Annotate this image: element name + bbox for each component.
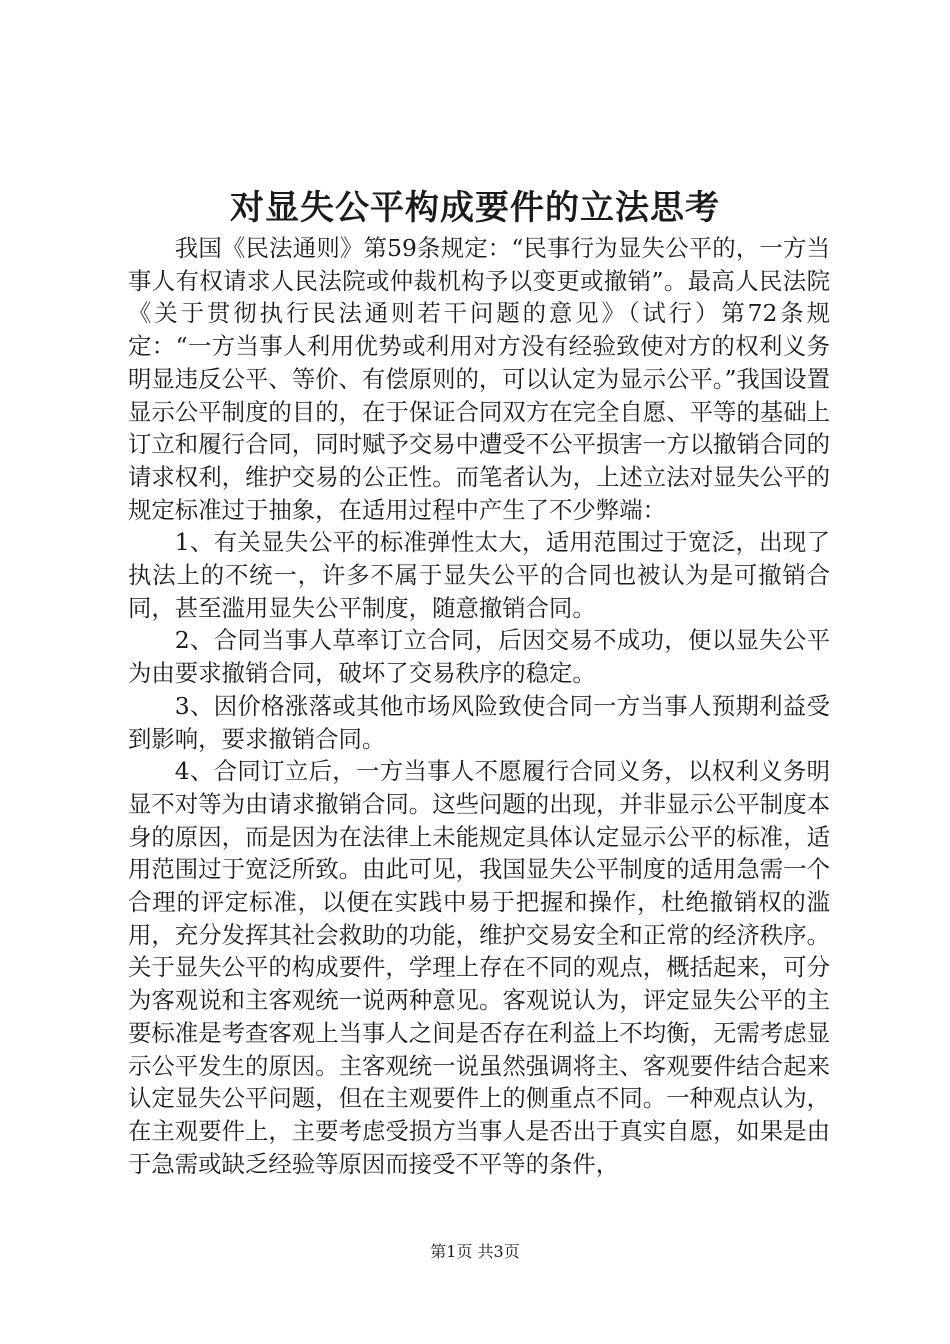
paragraph-intro: 我国《民法通则》第59条规定：“民事行为显失公平的，一方当事人有权请求人民法院或仲裁机构予以变更或撤销”。最高人民法院《关于贯彻执行民法通则若干问题的意见》（试行）第72条规定：“一方当事人利用优势或利用对方没有经验致使对方的权利义务明显违反公平、等价、有偿原则的，可以认定为显示公平。”我国设置显示公平制度的目的，在于保证合同双方在完全自愿、平等的基础上订立和履行合同，同时赋予交易中遭受不公平损害一方以撤销合同的请求权利，维护交易的公正性。而笔者认为，上述立法对显失公平的规定标准过于抽象，在适用过程中产生了不少弊端：: [128, 234, 830, 524]
page-number-footer: 第1页 共3页: [430, 1242, 520, 1261]
document-body: [128, 232, 830, 1180]
paragraph-item-2: 2、合同当事人草率订立合同，后因交易不成功，便以显失公平为由要求撤销合同，破坏了交易秩序的稳定。: [128, 626, 830, 688]
paragraph-item-3: 3、因价格涨落或其他市场风险致使合同一方当事人预期利益受到影响，要求撤销合同。: [128, 691, 830, 753]
paragraph-item-1: 1、有关显失公平的标准弹性太大，适用范围过于宽泛，出现了执法上的不统一，许多不属于显失公平的合同也被认为是可撤销合同，甚至滥用显失公平制度，随意撤销合同。: [128, 528, 830, 622]
document-title: 对显失公平构成要件的立法思考: [230, 188, 720, 228]
paragraph-item-4: 4、合同订立后，一方当事人不愿履行合同义务，以权利义务明显不对等为由请求撤销合同。这些问题的出现，并非显示公平制度本身的原因，而是因为在法律上未能规定具体认定显示公平的标准，适用范围过于宽泛所致。由此可见，我国显失公平制度的适用急需一个合理的评定标准，以便在实践中易于把握和操作，杜绝撤销权的滥用，充分发挥其社会救助的功能，维护交易安全和正常的经济秩序。关于显失公平的构成要件，学理上存在不同的观点，概括起来，可分为客观说和主客观统一说两种意见。客观说认为，评定显失公平的主要标准是考查客观上当事人之间是否存在利益上不均衡，无需考虑显示公平发生的原因。主客观统一说虽然强调将主、客观要件结合起来认定显失公平问题，但在主观要件上的侧重点不同。一种观点认为，在主观要件上，主要考虑受损方当事人是否出于真实自愿，如果是由于急需或缺乏经验等原因而接受不平等的条件，: [128, 757, 830, 1178]
